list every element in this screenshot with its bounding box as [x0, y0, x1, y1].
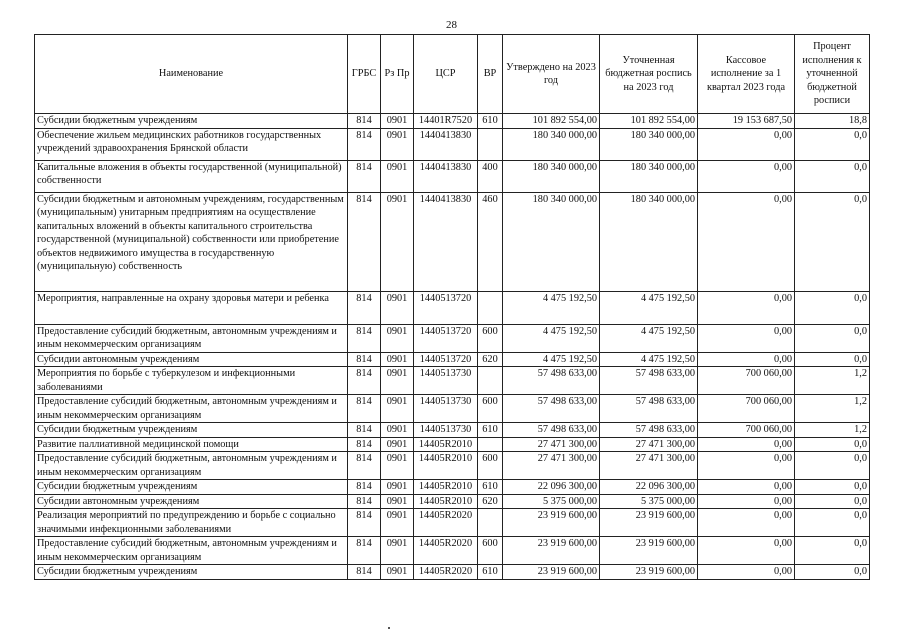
row-grbs: 814 [348, 480, 381, 495]
row-cash: 0,00 [698, 565, 795, 580]
row-cash: 0,00 [698, 352, 795, 367]
row-percent: 0,0 [795, 192, 870, 291]
row-cash: 0,00 [698, 452, 795, 480]
row-cash: 0,00 [698, 480, 795, 495]
row-cash: 0,00 [698, 160, 795, 192]
row-percent: 0,0 [795, 509, 870, 537]
row-grbs: 814 [348, 324, 381, 352]
header-grbs: ГРБС [348, 35, 381, 114]
row-grbs: 814 [348, 367, 381, 395]
row-name: Субсидии бюджетным учреждениям [35, 565, 348, 580]
table-row [35, 128, 870, 160]
row-vr: 460 [478, 192, 503, 291]
row-name: Предоставление субсидий бюджетным, автономным учреждениям и иным некоммерческим организациям [35, 324, 348, 352]
row-grbs: 814 [348, 423, 381, 438]
header-rzpr: Рз Пр [381, 35, 414, 114]
row-approved: 23 919 600,00 [503, 537, 600, 565]
row-rzpr: 0901 [381, 565, 414, 580]
row-name: Предоставление субсидий бюджетным, автономным учреждениям и иным некоммерческим организациям [35, 452, 348, 480]
header-csr: ЦСР [414, 35, 478, 114]
row-csr: 14405R2010 [414, 494, 478, 509]
row-csr: 1440513730 [414, 395, 478, 423]
row-csr: 14405R2020 [414, 509, 478, 537]
row-csr: 14401R7520 [414, 114, 478, 129]
row-percent: 0,0 [795, 160, 870, 192]
row-refined: 23 919 600,00 [600, 509, 698, 537]
row-percent: 0,0 [795, 452, 870, 480]
budget-table [34, 34, 870, 580]
row-approved: 180 340 000,00 [503, 160, 600, 192]
row-refined: 180 340 000,00 [600, 160, 698, 192]
row-approved: 5 375 000,00 [503, 494, 600, 509]
row-csr: 1440413830 [414, 128, 478, 160]
row-name: Мероприятия по борьбе с туберкулезом и инфекционными заболеваниями [35, 367, 348, 395]
row-refined: 23 919 600,00 [600, 537, 698, 565]
row-name: Субсидии автономным учреждениям [35, 352, 348, 367]
row-cash: 700 060,00 [698, 395, 795, 423]
table-row [35, 437, 870, 452]
row-percent: 0,0 [795, 128, 870, 160]
table-row [35, 480, 870, 495]
row-cash: 700 060,00 [698, 367, 795, 395]
row-vr [478, 128, 503, 160]
table-row [35, 160, 870, 192]
row-refined: 5 375 000,00 [600, 494, 698, 509]
row-vr: 620 [478, 352, 503, 367]
row-vr: 600 [478, 452, 503, 480]
table-row [35, 565, 870, 580]
row-refined: 27 471 300,00 [600, 437, 698, 452]
table-row [35, 367, 870, 395]
row-approved: 22 096 300,00 [503, 480, 600, 495]
page-number: 28 [446, 19, 457, 31]
row-grbs: 814 [348, 395, 381, 423]
row-rzpr: 0901 [381, 437, 414, 452]
row-cash: 0,00 [698, 509, 795, 537]
table-row [35, 494, 870, 509]
row-approved: 180 340 000,00 [503, 192, 600, 291]
row-name: Субсидии бюджетным учреждениям [35, 114, 348, 129]
header-refined: Уточненная бюджетная роспись на 2023 год [600, 35, 698, 114]
row-percent: 1,2 [795, 423, 870, 438]
row-approved: 180 340 000,00 [503, 128, 600, 160]
row-approved: 4 475 192,50 [503, 291, 600, 324]
row-approved: 4 475 192,50 [503, 324, 600, 352]
row-vr: 600 [478, 537, 503, 565]
header-cash: Кассовое исполнение за 1 квартал 2023 года [698, 35, 795, 114]
row-rzpr: 0901 [381, 452, 414, 480]
row-name: Предоставление субсидий бюджетным, автономным учреждениям и иным некоммерческим организациям [35, 395, 348, 423]
row-rzpr: 0901 [381, 537, 414, 565]
row-cash: 0,00 [698, 192, 795, 291]
row-csr: 14405R2020 [414, 565, 478, 580]
table-row [35, 423, 870, 438]
row-percent: 0,0 [795, 324, 870, 352]
row-rzpr: 0901 [381, 480, 414, 495]
row-approved: 57 498 633,00 [503, 423, 600, 438]
row-approved: 27 471 300,00 [503, 437, 600, 452]
row-refined: 22 096 300,00 [600, 480, 698, 495]
row-csr: 1440513720 [414, 324, 478, 352]
row-approved: 27 471 300,00 [503, 452, 600, 480]
row-vr [478, 509, 503, 537]
row-vr: 620 [478, 494, 503, 509]
row-csr: 14405R2020 [414, 537, 478, 565]
row-vr: 610 [478, 480, 503, 495]
row-approved: 57 498 633,00 [503, 395, 600, 423]
table-row [35, 537, 870, 565]
table-row [35, 395, 870, 423]
row-rzpr: 0901 [381, 367, 414, 395]
row-rzpr: 0901 [381, 114, 414, 129]
row-percent: 0,0 [795, 437, 870, 452]
row-percent: 18,8 [795, 114, 870, 129]
row-vr: 610 [478, 423, 503, 438]
row-rzpr: 0901 [381, 494, 414, 509]
row-name: Развитие паллиативной медицинской помощи [35, 437, 348, 452]
row-cash: 700 060,00 [698, 423, 795, 438]
row-csr: 1440413830 [414, 192, 478, 291]
row-csr: 1440413830 [414, 160, 478, 192]
row-grbs: 814 [348, 494, 381, 509]
row-cash: 0,00 [698, 128, 795, 160]
header-name: Наименование [35, 35, 348, 114]
row-approved: 23 919 600,00 [503, 509, 600, 537]
row-refined: 180 340 000,00 [600, 192, 698, 291]
row-cash: 0,00 [698, 494, 795, 509]
row-name: Обеспечение жильем медицинских работников государственных учреждений здравоохранения Брянской области [35, 128, 348, 160]
table-row [35, 324, 870, 352]
row-refined: 4 475 192,50 [600, 291, 698, 324]
row-percent: 0,0 [795, 537, 870, 565]
table-row [35, 352, 870, 367]
row-refined: 57 498 633,00 [600, 395, 698, 423]
row-refined: 23 919 600,00 [600, 565, 698, 580]
row-vr: 610 [478, 565, 503, 580]
row-rzpr: 0901 [381, 160, 414, 192]
row-grbs: 814 [348, 565, 381, 580]
row-vr [478, 437, 503, 452]
row-rzpr: 0901 [381, 324, 414, 352]
row-percent: 1,2 [795, 367, 870, 395]
row-grbs: 814 [348, 509, 381, 537]
row-refined: 4 475 192,50 [600, 324, 698, 352]
row-refined: 57 498 633,00 [600, 367, 698, 395]
row-vr [478, 367, 503, 395]
row-rzpr: 0901 [381, 509, 414, 537]
row-approved: 4 475 192,50 [503, 352, 600, 367]
row-grbs: 814 [348, 291, 381, 324]
row-vr [478, 291, 503, 324]
header-row [35, 35, 870, 114]
row-grbs: 814 [348, 114, 381, 129]
row-grbs: 814 [348, 452, 381, 480]
scan-speck [388, 627, 390, 629]
row-percent: 0,0 [795, 565, 870, 580]
row-grbs: 814 [348, 192, 381, 291]
row-name: Мероприятия, направленные на охрану здоровья матери и ребенка [35, 291, 348, 324]
row-name: Субсидии бюджетным учреждениям [35, 480, 348, 495]
row-approved: 57 498 633,00 [503, 367, 600, 395]
row-grbs: 814 [348, 537, 381, 565]
table-row [35, 509, 870, 537]
row-csr: 14405R2010 [414, 437, 478, 452]
row-rzpr: 0901 [381, 423, 414, 438]
row-rzpr: 0901 [381, 128, 414, 160]
row-csr: 1440513720 [414, 291, 478, 324]
row-name: Субсидии бюджетным и автономным учреждениям, государственным (муниципальным) унитарным предприятиям на осуществление капитальных вложений в объекты капитального строительства государственной (муниципальной) собственности или приобретение объектов недвижимого имущества в государственную (муниципальную) собственность [35, 192, 348, 291]
row-name: Субсидии бюджетным учреждениям [35, 423, 348, 438]
row-csr: 1440513730 [414, 367, 478, 395]
row-vr: 600 [478, 324, 503, 352]
row-grbs: 814 [348, 437, 381, 452]
row-grbs: 814 [348, 128, 381, 160]
row-rzpr: 0901 [381, 192, 414, 291]
header-approved: Утверждено на 2023 год [503, 35, 600, 114]
header-percent: Процент исполнения к уточненной бюджетной росписи [795, 35, 870, 114]
row-percent: 0,0 [795, 352, 870, 367]
row-percent: 0,0 [795, 494, 870, 509]
row-grbs: 814 [348, 160, 381, 192]
row-name: Капитальные вложения в объекты государственной (муниципальной) собственности [35, 160, 348, 192]
row-refined: 101 892 554,00 [600, 114, 698, 129]
row-csr: 1440513730 [414, 423, 478, 438]
table-row [35, 291, 870, 324]
row-percent: 0,0 [795, 480, 870, 495]
table-row [35, 114, 870, 129]
row-approved: 101 892 554,00 [503, 114, 600, 129]
row-csr: 14405R2010 [414, 452, 478, 480]
row-rzpr: 0901 [381, 291, 414, 324]
row-csr: 1440513720 [414, 352, 478, 367]
row-refined: 180 340 000,00 [600, 128, 698, 160]
row-rzpr: 0901 [381, 395, 414, 423]
table-row [35, 192, 870, 291]
row-cash: 0,00 [698, 291, 795, 324]
row-percent: 0,0 [795, 291, 870, 324]
row-approved: 23 919 600,00 [503, 565, 600, 580]
row-csr: 14405R2010 [414, 480, 478, 495]
table-row [35, 452, 870, 480]
row-name: Реализация мероприятий по предупреждению и борьбе с социально значимыми инфекционными заболеваниями [35, 509, 348, 537]
row-name: Предоставление субсидий бюджетным, автономным учреждениям и иным некоммерческим организациям [35, 537, 348, 565]
row-refined: 27 471 300,00 [600, 452, 698, 480]
header-vr: ВР [478, 35, 503, 114]
row-rzpr: 0901 [381, 352, 414, 367]
row-cash: 0,00 [698, 537, 795, 565]
row-cash: 19 153 687,50 [698, 114, 795, 129]
row-percent: 1,2 [795, 395, 870, 423]
row-grbs: 814 [348, 352, 381, 367]
row-name: Субсидии автономным учреждениям [35, 494, 348, 509]
row-vr: 600 [478, 395, 503, 423]
row-cash: 0,00 [698, 437, 795, 452]
row-vr: 610 [478, 114, 503, 129]
row-refined: 57 498 633,00 [600, 423, 698, 438]
row-refined: 4 475 192,50 [600, 352, 698, 367]
row-cash: 0,00 [698, 324, 795, 352]
row-vr: 400 [478, 160, 503, 192]
